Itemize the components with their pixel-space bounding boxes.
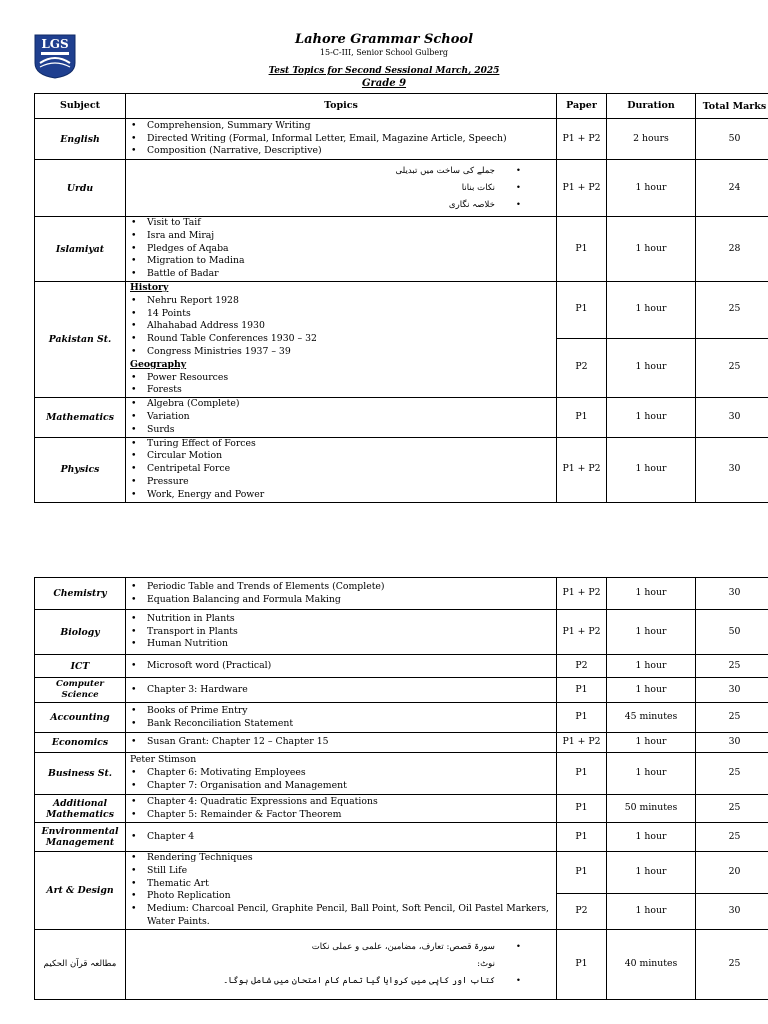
marks-cell: 30	[696, 733, 768, 753]
table-row	[35, 795, 768, 823]
subject-cell: Art & Design	[35, 852, 126, 930]
marks-cell: 28	[696, 217, 768, 282]
duration-cell: 1 hour	[607, 338, 696, 398]
subject-cell: Computer Science	[35, 678, 126, 703]
marks-cell: 25	[696, 753, 768, 795]
list-item: • Microsoft word (Practical)	[129, 660, 553, 673]
topics-cell	[126, 929, 557, 999]
list-item: • Photo Replication	[129, 890, 553, 903]
note-label: نوٹ:	[477, 958, 495, 969]
list-item: • Round Table Conferences 1930 – 32	[129, 333, 553, 346]
paper-cell: P1 + P2	[557, 119, 607, 160]
duration-cell: 45 minutes	[607, 703, 696, 733]
table-row	[35, 437, 768, 502]
marks-cell: 25	[696, 795, 768, 823]
topics-cell	[126, 655, 557, 678]
list-item: • Work, Energy and Power	[129, 489, 553, 502]
list-item: • Chapter 3: Hardware	[129, 684, 553, 697]
paper-cell: P1 + P2	[557, 733, 607, 753]
duration-cell: 1 hour	[607, 578, 696, 610]
list-item: • Surds	[129, 424, 553, 437]
duration-cell: 1 hour	[607, 678, 696, 703]
topics-cell	[126, 282, 557, 398]
list-item: • Nehru Report 1928	[129, 295, 553, 308]
paper-cell: P1 + P2	[557, 578, 607, 610]
list-item: • Visit to Taif	[129, 217, 553, 230]
document-subtitle: Test Topics for Second Sessional March, 2025	[268, 66, 500, 76]
table-row	[35, 703, 768, 733]
list-item: • Forests	[129, 384, 553, 397]
duration-cell: 40 minutes	[607, 929, 696, 999]
topics-cell	[126, 119, 557, 160]
list-item: • Isra and Miraj	[129, 230, 553, 243]
list-item: • جملے کی ساخت میں تبدیلی	[129, 163, 521, 180]
subject-line-1: Environmental	[41, 826, 119, 837]
list-item: • Congress Ministries 1937 – 39	[129, 346, 553, 359]
duration-cell: 1 hour	[607, 160, 696, 217]
paper-cell: P1	[557, 282, 607, 339]
paper-cell: P2	[557, 338, 607, 398]
subject-line-2: Management	[45, 837, 115, 848]
table-row	[35, 823, 768, 852]
paper-cell: P1 + P2	[557, 160, 607, 217]
header-subject: Subject	[35, 94, 126, 119]
list-item: • Chapter 4: Quadratic Expressions and Equations	[129, 796, 553, 809]
paper-cell: P1	[557, 217, 607, 282]
duration-cell: 1 hour	[607, 733, 696, 753]
paper-cell: P1	[557, 823, 607, 852]
topics-cell	[126, 852, 557, 930]
marks-cell: 30	[696, 578, 768, 610]
subject-cell: مطالعہ قرآن الحکیم	[35, 929, 126, 999]
paper-cell: P2	[557, 655, 607, 678]
duration-cell: 50 minutes	[607, 795, 696, 823]
list-item: • Nutrition in Plants	[129, 613, 553, 626]
duration-cell: 1 hour	[607, 217, 696, 282]
marks-cell: 30	[696, 893, 768, 929]
marks-cell: 50	[696, 119, 768, 160]
list-item: • Algebra (Complete)	[129, 398, 553, 411]
list-item: • Rendering Techniques	[129, 852, 553, 865]
list-item: • Chapter 5: Remainder & Factor Theorem	[129, 809, 553, 822]
header-total-marks: Total Marks	[696, 94, 768, 119]
list-item: • Directed Writing (Formal, Informal Letter, Email, Magazine Article, Speech)	[129, 133, 553, 146]
table-row	[35, 733, 768, 753]
list-item: • Alhahabad Address 1930	[129, 320, 553, 333]
list-item: • Circular Motion	[129, 450, 553, 463]
table-row	[35, 655, 768, 678]
list-item: • Medium: Charcoal Pencil, Graphite Pencil, Ball Point, Soft Pencil, Oil Pastel Markers, Water Paints.	[129, 903, 553, 929]
duration-cell: 1 hour	[607, 655, 696, 678]
paper-cell: P1	[557, 703, 607, 733]
duration-cell: 2 hours	[607, 119, 696, 160]
paper-cell: P1	[557, 398, 607, 437]
subject-cell: Pakistan St.	[35, 282, 126, 398]
list-item: • Periodic Table and Trends of Elements (Complete)	[129, 581, 553, 594]
paper-cell: P1 + P2	[557, 437, 607, 502]
table-row	[35, 119, 768, 160]
list-item: • Chapter 4	[129, 831, 553, 844]
topics-cell	[126, 437, 557, 502]
table-row	[35, 160, 768, 217]
topics-cell	[126, 733, 557, 753]
school-name: Lahore Grammar School	[294, 32, 474, 47]
list-item: • Power Resources	[129, 372, 553, 385]
logo-text: LGS	[41, 37, 69, 51]
topics-cell	[126, 217, 557, 282]
paper-cell: P1	[557, 852, 607, 894]
list-item: • Pledges of Aqaba	[129, 243, 553, 256]
list-item: • کتاب اور کاپی میں کروایا گیا تمام کام امتحان میں شامل ہوگا۔	[129, 973, 521, 990]
list-item: • Centripetal Force	[129, 463, 553, 476]
subject-line-1: Additional	[52, 797, 108, 809]
marks-cell: 25	[696, 655, 768, 678]
paper-cell: P1 + P2	[557, 610, 607, 655]
list-item: • Equation Balancing and Formula Making	[129, 594, 553, 607]
topics-cell	[126, 823, 557, 852]
list-item: • Variation	[129, 411, 553, 424]
subject-cell: Business St.	[35, 753, 126, 795]
marks-cell: 25	[696, 929, 768, 999]
subject-cell: Mathematics	[35, 398, 126, 437]
subject-cell	[35, 795, 126, 823]
list-item: • Chapter 7: Organisation and Management	[129, 780, 553, 793]
topics-cell	[126, 753, 557, 795]
paper-cell: P1	[557, 678, 607, 703]
table-row	[35, 929, 768, 999]
marks-cell: 25	[696, 338, 768, 398]
subject-cell: Accounting	[35, 703, 126, 733]
list-item: • Thematic Art	[129, 878, 553, 891]
list-item: • Books of Prime Entry	[129, 705, 553, 718]
paper-cell: P1	[557, 929, 607, 999]
list-item: • Transport in Plants	[129, 626, 553, 639]
list-item: • سورۃ قصص: تعارف، مضامین، علمی و عملی نکات	[129, 939, 521, 956]
duration-cell: 1 hour	[607, 823, 696, 852]
list-item: • Still Life	[129, 865, 553, 878]
table-row	[35, 678, 768, 703]
header-paper: Paper	[557, 94, 607, 119]
topics-table-1	[34, 93, 768, 503]
paper-cell: P1	[557, 753, 607, 795]
subject-cell	[35, 823, 126, 852]
topics-cell	[126, 795, 557, 823]
subject-line-2: Mathematics	[46, 808, 114, 820]
subject-cell: Islamiyat	[35, 217, 126, 282]
duration-cell: 1 hour	[607, 610, 696, 655]
subject-cell: Physics	[35, 437, 126, 502]
table-row	[35, 282, 768, 339]
section-heading-geography: Geography	[130, 358, 187, 370]
marks-cell: 30	[696, 437, 768, 502]
duration-cell: 1 hour	[607, 852, 696, 894]
subject-cell: Biology	[35, 610, 126, 655]
list-item: • Chapter 6: Motivating Employees	[129, 767, 553, 780]
table-row	[35, 578, 768, 610]
list-item: • Susan Grant: Chapter 12 – Chapter 15	[129, 736, 553, 749]
table-row	[35, 398, 768, 437]
topics-cell	[126, 578, 557, 610]
grade-label: Grade 9	[361, 78, 407, 89]
subject-cell: English	[35, 119, 126, 160]
subject-cell: ICT	[35, 655, 126, 678]
header-duration: Duration	[607, 94, 696, 119]
list-item: • Pressure	[129, 476, 553, 489]
marks-cell: 30	[696, 398, 768, 437]
author-label: Peter Stimson	[130, 754, 197, 766]
duration-cell: 1 hour	[607, 437, 696, 502]
topics-cell	[126, 398, 557, 437]
list-item: • 14 Points	[129, 308, 553, 321]
topics-cell	[126, 703, 557, 733]
list-item: • Migration to Madina	[129, 255, 553, 268]
header-topics: Topics	[126, 94, 557, 119]
list-item: • Human Nutrition	[129, 638, 553, 651]
list-item: • Comprehension, Summary Writing	[129, 120, 553, 133]
duration-cell: 1 hour	[607, 893, 696, 929]
subject-cell: Economics	[35, 733, 126, 753]
marks-cell: 25	[696, 703, 768, 733]
subject-cell: Chemistry	[35, 578, 126, 610]
paper-cell: P2	[557, 893, 607, 929]
topics-table-2	[34, 577, 768, 1000]
list-item: • Composition (Narrative, Descriptive)	[129, 145, 553, 158]
paper-cell: P1	[557, 795, 607, 823]
marks-cell: 24	[696, 160, 768, 217]
marks-cell: 25	[696, 282, 768, 339]
list-item: • Turing Effect of Forces	[129, 438, 553, 451]
section-heading-history: History	[130, 282, 169, 293]
school-address: 15-C-III, Senior School Gulberg	[319, 48, 449, 57]
marks-cell: 50	[696, 610, 768, 655]
list-item: • Battle of Badar	[129, 268, 553, 281]
list-item: • نکات بنانا	[129, 180, 521, 197]
topics-cell	[126, 610, 557, 655]
table-row	[35, 852, 768, 894]
topics-cell	[126, 160, 557, 217]
duration-cell: 1 hour	[607, 282, 696, 339]
table-row	[35, 217, 768, 282]
subject-cell: Urdu	[35, 160, 126, 217]
marks-cell: 25	[696, 823, 768, 852]
table-row	[35, 753, 768, 795]
marks-cell: 20	[696, 852, 768, 894]
marks-cell: 30	[696, 678, 768, 703]
list-item: • Bank Reconciliation Statement	[129, 718, 553, 731]
table-row	[35, 610, 768, 655]
list-item: • خلاصہ نگاری	[129, 197, 521, 214]
duration-cell: 1 hour	[607, 398, 696, 437]
topics-cell	[126, 678, 557, 703]
duration-cell: 1 hour	[607, 753, 696, 795]
